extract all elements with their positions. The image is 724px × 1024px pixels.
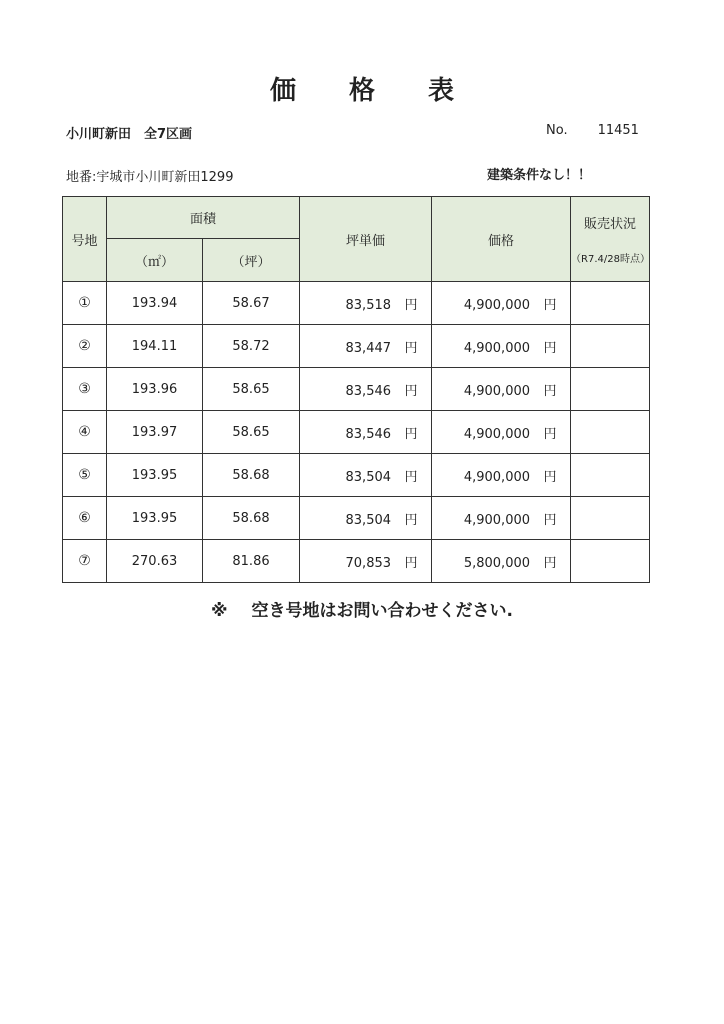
unit-price-cell-value: 70,853 [345, 555, 392, 571]
unit-price-cell [300, 325, 432, 368]
doc-no-value: 11451 [597, 123, 639, 138]
unit-price-cell-value: 83,546 [345, 426, 392, 442]
area-tsubo-cell [203, 325, 300, 368]
unit-price-cell-value: 83,447 [345, 340, 392, 356]
table-row [63, 325, 650, 368]
document-number [546, 123, 639, 138]
status-cell [571, 282, 650, 325]
lot-cell-value: ③ [78, 381, 91, 397]
header-status-label: 販売状況 [584, 217, 637, 232]
lot-cell-value: ① [78, 295, 91, 311]
price-cell-value: 4,900,000 [463, 340, 531, 356]
price-cell [432, 454, 571, 497]
yen-unit: 円 [543, 555, 557, 571]
yen-unit: 円 [543, 512, 557, 528]
area-m2-cell-value: 194.11 [131, 338, 178, 354]
yen-unit: 円 [543, 469, 557, 485]
yen-unit: 円 [404, 383, 418, 399]
area-m2-cell-value: 193.94 [131, 295, 178, 311]
yen-unit: 円 [404, 426, 418, 442]
header-lot: 号地 [63, 197, 107, 282]
page-title: 価 格 表 [269, 76, 477, 106]
lot-cell [63, 497, 107, 540]
area-m2-cell [107, 497, 203, 540]
yen-unit: 円 [543, 383, 557, 399]
lot-cell [63, 282, 107, 325]
table-row [63, 454, 650, 497]
area-tsubo-cell [203, 368, 300, 411]
area-tsubo-cell [203, 540, 300, 583]
table-row [63, 368, 650, 411]
price-cell [432, 325, 571, 368]
header-price: 価格 [432, 197, 571, 282]
header-area-m2: （㎡） [107, 239, 203, 282]
header-status-date: （R7.4/28時点） [571, 254, 650, 265]
status-cell [571, 368, 650, 411]
yen-unit: 円 [404, 297, 418, 313]
area-tsubo-cell-value: 58.65 [232, 424, 270, 440]
area-tsubo-cell-value: 81.86 [232, 553, 270, 569]
status-cell [571, 325, 650, 368]
status-cell [571, 454, 650, 497]
area-m2-cell [107, 325, 203, 368]
status-cell [571, 540, 650, 583]
header-status [571, 197, 650, 282]
area-tsubo-cell [203, 454, 300, 497]
yen-unit: 円 [404, 340, 418, 356]
unit-price-cell [300, 497, 432, 540]
unit-price-cell [300, 282, 432, 325]
area-m2-cell [107, 368, 203, 411]
address: 地番:宇城市小川町新田1299 [66, 170, 234, 185]
yen-unit: 円 [543, 426, 557, 442]
lot-cell-value: ② [78, 338, 91, 354]
table-row [63, 497, 650, 540]
lot-cell [63, 454, 107, 497]
price-cell-value: 4,900,000 [463, 512, 531, 528]
table-row [63, 411, 650, 454]
header-unit-price: 坪単価 [300, 197, 432, 282]
area-m2-cell-value: 193.96 [131, 381, 178, 397]
lot-cell [63, 540, 107, 583]
yen-unit: 円 [543, 297, 557, 313]
unit-price-cell [300, 540, 432, 583]
area-m2-cell-value: 193.95 [131, 467, 178, 483]
yen-unit: 円 [404, 469, 418, 485]
price-cell-value: 4,900,000 [463, 426, 531, 442]
area-m2-cell [107, 454, 203, 497]
unit-price-cell-value: 83,504 [345, 512, 392, 528]
status-cell [571, 497, 650, 540]
table-row [63, 282, 650, 325]
lot-cell-value: ④ [78, 424, 91, 440]
area-m2-cell-value: 193.97 [131, 424, 178, 440]
price-cell-value: 4,900,000 [463, 297, 531, 313]
yen-unit: 円 [404, 555, 418, 571]
area-tsubo-cell-value: 58.68 [232, 467, 270, 483]
footnote-text: 空き号地はお問い合わせください. [251, 601, 513, 621]
unit-price-cell-value: 83,546 [345, 383, 392, 399]
area-m2-cell [107, 540, 203, 583]
doc-no-label: No. [546, 123, 568, 138]
status-cell [571, 411, 650, 454]
unit-price-cell-value: 83,504 [345, 469, 392, 485]
header-area-tsubo: （坪） [203, 239, 300, 282]
footnote [0, 596, 724, 621]
price-cell [432, 368, 571, 411]
lot-cell-value: ⑦ [78, 553, 91, 569]
area-tsubo-cell [203, 497, 300, 540]
price-cell [432, 497, 571, 540]
area-m2-cell [107, 282, 203, 325]
lot-cell [63, 368, 107, 411]
area-tsubo-cell-value: 58.68 [232, 510, 270, 526]
footnote-mark: ※ [211, 601, 228, 621]
area-tsubo-cell-value: 58.67 [232, 295, 270, 311]
property-subtitle: 小川町新田 全7区画 [66, 127, 193, 142]
area-tsubo-cell-value: 58.65 [232, 381, 270, 397]
header-area: 面積 [107, 197, 300, 239]
price-cell [432, 540, 571, 583]
price-cell-value: 4,900,000 [463, 469, 531, 485]
price-cell-value: 4,900,000 [463, 383, 531, 399]
price-cell [432, 282, 571, 325]
unit-price-cell [300, 454, 432, 497]
unit-price-cell-value: 83,518 [345, 297, 392, 313]
price-cell-value: 5,800,000 [463, 555, 531, 571]
unit-price-cell [300, 368, 432, 411]
lot-cell [63, 325, 107, 368]
unit-price-cell [300, 411, 432, 454]
price-table [62, 196, 650, 583]
price-cell [432, 411, 571, 454]
yen-unit: 円 [404, 512, 418, 528]
area-tsubo-cell [203, 411, 300, 454]
area-tsubo-cell-value: 58.72 [232, 338, 270, 354]
area-m2-cell-value: 193.95 [131, 510, 178, 526]
yen-unit: 円 [543, 340, 557, 356]
area-m2-cell-value: 270.63 [131, 553, 178, 569]
lot-cell-value: ⑤ [78, 467, 91, 483]
table-row [63, 540, 650, 583]
area-tsubo-cell [203, 282, 300, 325]
lot-cell [63, 411, 107, 454]
lot-cell-value: ⑥ [78, 510, 91, 526]
area-m2-cell [107, 411, 203, 454]
building-condition: 建築条件なし！！ [487, 168, 592, 183]
